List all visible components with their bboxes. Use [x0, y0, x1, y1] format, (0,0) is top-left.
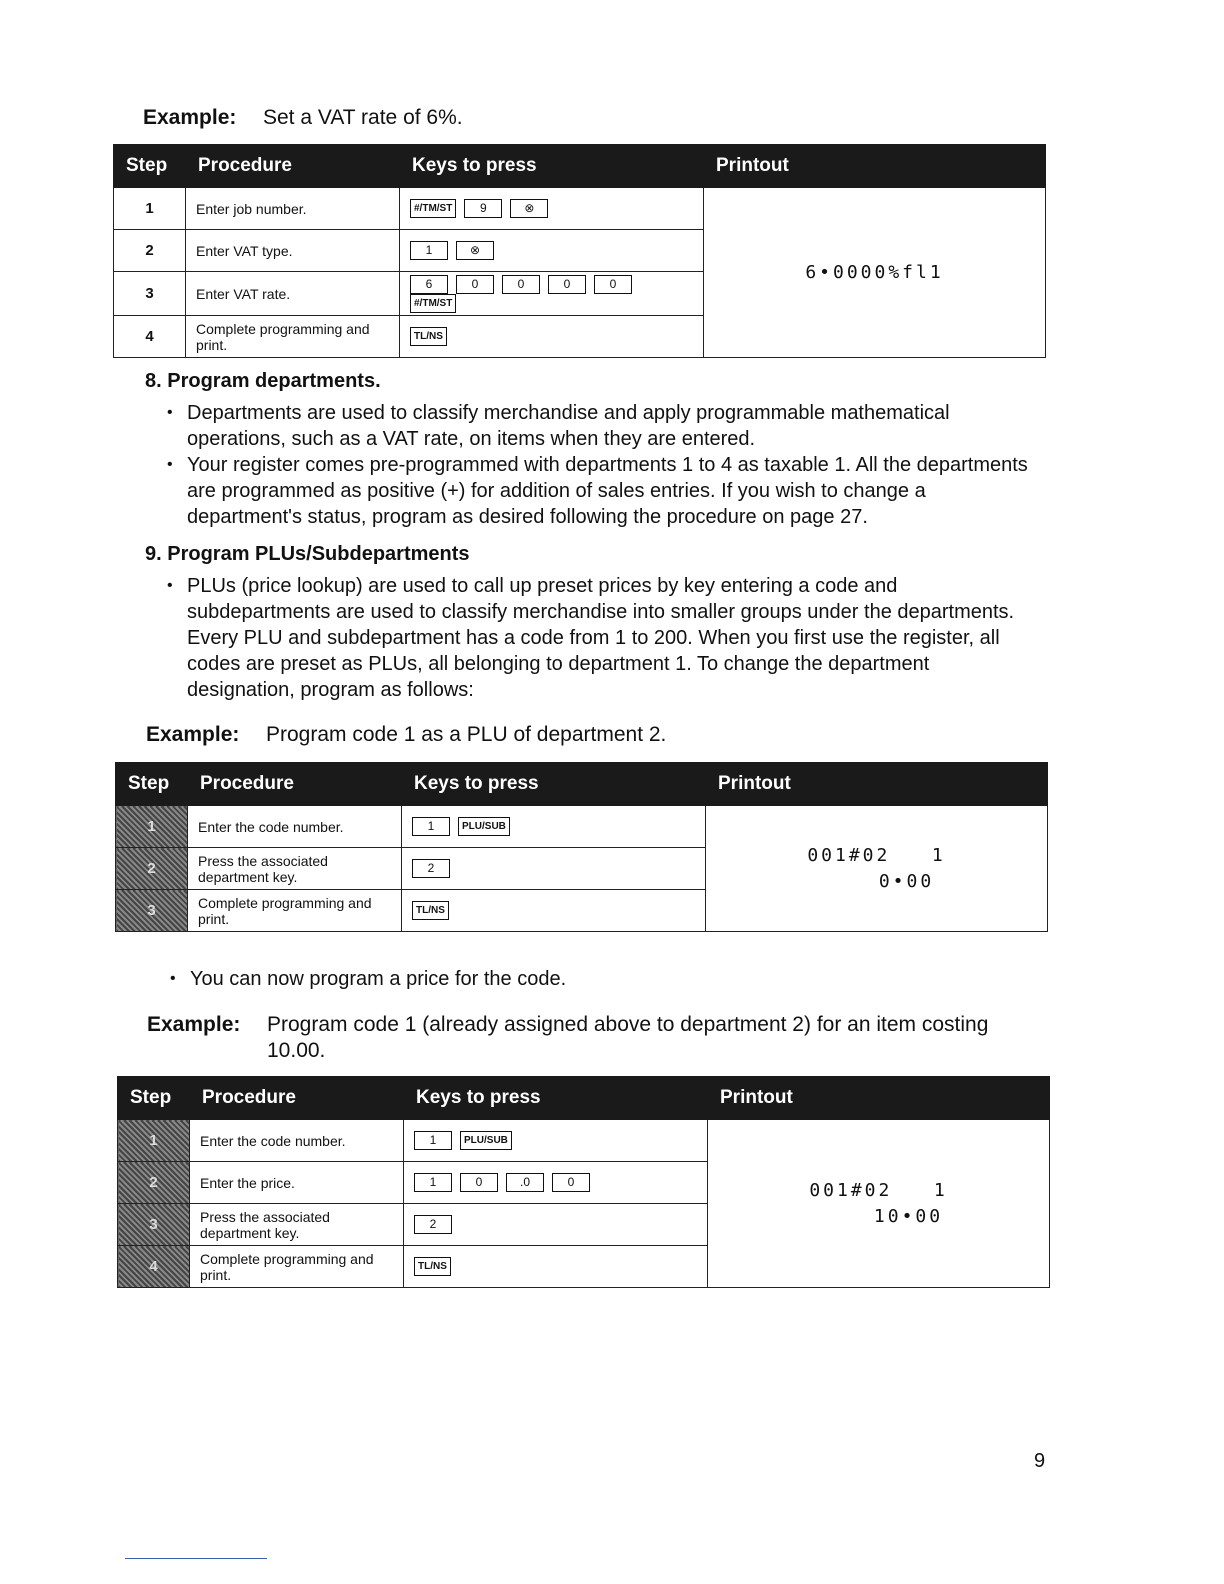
keys-cell	[404, 1162, 708, 1204]
list-item: • You can now program a price for the code.	[148, 966, 1038, 992]
keys-cell	[400, 272, 704, 316]
header-step: Step	[118, 1077, 190, 1120]
key-plu-sub: PLU/SUB	[458, 817, 510, 836]
example-text: Set a VAT rate of 6%.	[263, 106, 463, 129]
example-3-heading	[147, 1012, 988, 1064]
step-number: 2	[118, 1162, 190, 1204]
procedure-text: Complete programming and print.	[188, 890, 402, 932]
key-9: 9	[464, 199, 502, 218]
procedure-text: Enter the code number.	[190, 1120, 404, 1162]
section-9-bullets	[145, 573, 1035, 703]
section-8-title: 8. Program departments.	[145, 370, 381, 392]
key-0: 0	[460, 1173, 498, 1192]
example-label: Example:	[143, 106, 237, 129]
table-header-row	[116, 763, 1048, 806]
key-0: 0	[552, 1173, 590, 1192]
header-keys: Keys to press	[404, 1077, 708, 1120]
keys-cell	[402, 806, 706, 848]
example-2-heading	[146, 723, 666, 747]
price-bullet	[148, 966, 1038, 992]
keys-cell	[400, 316, 704, 358]
key-tl-ns: TL/NS	[410, 327, 447, 346]
key-tl-ns: TL/NS	[414, 1257, 451, 1276]
key-0: 0	[502, 275, 540, 294]
step-number: 4	[118, 1246, 190, 1288]
section-8-bullets	[145, 400, 1035, 530]
header-printout: Printout	[708, 1077, 1050, 1120]
procedure-text: Enter VAT rate.	[186, 272, 400, 316]
plu-price-procedure-table	[117, 1076, 1050, 1288]
procedure-text: Enter the price.	[190, 1162, 404, 1204]
printout-line: 001#02 1	[807, 844, 946, 866]
key-tl-ns: TL/NS	[412, 901, 449, 920]
printout-line: 001#02 1	[809, 1179, 948, 1201]
table-row	[118, 1120, 1050, 1162]
key-0: 0	[548, 275, 586, 294]
plu-department-procedure-table	[115, 762, 1048, 932]
header-step: Step	[114, 145, 186, 188]
header-keys: Keys to press	[400, 145, 704, 188]
step-number: 2	[114, 230, 186, 272]
step-number: 2	[116, 848, 188, 890]
printout-cell	[708, 1120, 1050, 1288]
step-number: 1	[114, 188, 186, 230]
example-text: Program code 1 as a PLU of department 2.	[266, 723, 667, 746]
step-number: 3	[116, 890, 188, 932]
list-item: • Your register comes pre-programmed with departments 1 to 4 as taxable 1. All the departments are programmed as positive (+) for addition of sales entries. If you wish to change a department's status, program as desired following the procedure on page 27.	[145, 452, 1035, 530]
step-number: 1	[118, 1120, 190, 1162]
printout-line: 0•00	[878, 870, 935, 892]
procedure-text: Complete programming and print.	[186, 316, 400, 358]
key-2: 2	[414, 1215, 452, 1234]
printout-cell	[704, 188, 1046, 358]
procedure-text: Enter job number.	[186, 188, 400, 230]
key-6: 6	[410, 275, 448, 294]
printout-cell	[706, 806, 1048, 932]
header-printout: Printout	[704, 145, 1046, 188]
step-number: 1	[116, 806, 188, 848]
footer-divider	[125, 1558, 267, 1559]
printout-line: 6•0000%fl1	[805, 261, 944, 283]
key-1: 1	[414, 1173, 452, 1192]
step-number: 3	[118, 1204, 190, 1246]
header-procedure: Procedure	[190, 1077, 404, 1120]
keys-cell	[404, 1120, 708, 1162]
header-printout: Printout	[706, 763, 1048, 806]
key-1: 1	[414, 1131, 452, 1150]
step-number: 4	[114, 316, 186, 358]
example-1-heading	[143, 106, 463, 130]
page-number: 9	[1034, 1450, 1046, 1472]
procedure-text: Enter the code number.	[188, 806, 402, 848]
keys-cell	[404, 1246, 708, 1288]
example-text: Program code 1 (already assigned above to department 2) for an item costing	[267, 1013, 989, 1036]
key-2: 2	[412, 859, 450, 878]
procedure-text: Enter VAT type.	[186, 230, 400, 272]
step-number: 3	[114, 272, 186, 316]
header-procedure: Procedure	[186, 145, 400, 188]
table-row	[116, 806, 1048, 848]
keys-cell	[400, 230, 704, 272]
keys-cell	[402, 890, 706, 932]
key-x-times: ⊗	[510, 199, 548, 218]
printout-line: 10•00	[873, 1205, 944, 1227]
procedure-text: Press the associated department key.	[190, 1204, 404, 1246]
key-1: 1	[412, 817, 450, 836]
header-procedure: Procedure	[188, 763, 402, 806]
procedure-text: Press the associated department key.	[188, 848, 402, 890]
key-0: 0	[594, 275, 632, 294]
keys-cell	[404, 1204, 708, 1246]
table-header-row	[118, 1077, 1050, 1120]
procedure-text: Complete programming and print.	[190, 1246, 404, 1288]
example-label: Example:	[146, 723, 240, 746]
table-header-row	[114, 145, 1046, 188]
header-keys: Keys to press	[402, 763, 706, 806]
key-plu-sub: PLU/SUB	[460, 1131, 512, 1150]
key-tm-st: #/TM/ST	[410, 294, 456, 313]
key-decimal-0: .0	[506, 1173, 544, 1192]
key-tm-st: #/TM/ST	[410, 199, 456, 218]
key-x-times: ⊗	[456, 241, 494, 260]
keys-cell	[400, 188, 704, 230]
list-item: • Departments are used to classify merchandise and apply programmable mathematical operations, such as a VAT rate, on items when they are entered.	[145, 400, 1035, 452]
list-item: • PLUs (price lookup) are used to call up preset prices by key entering a code and subdepartments are used to classify merchandise into smaller groups under the departments. Every PLU and subdepartment has a code from 1 to 200. When you first use the register, all codes are preset as PLUs, all belonging to department 1. To change the department designation, program as follows:	[145, 573, 1035, 703]
example-label: Example:	[147, 1013, 241, 1036]
key-1: 1	[410, 241, 448, 260]
table-row	[114, 188, 1046, 230]
header-step: Step	[116, 763, 188, 806]
vat-rate-procedure-table	[113, 144, 1046, 358]
example-text-cont: 10.00.	[267, 1039, 326, 1062]
keys-cell	[402, 848, 706, 890]
key-0: 0	[456, 275, 494, 294]
section-9-title: 9. Program PLUs/Subdepartments	[145, 543, 470, 565]
